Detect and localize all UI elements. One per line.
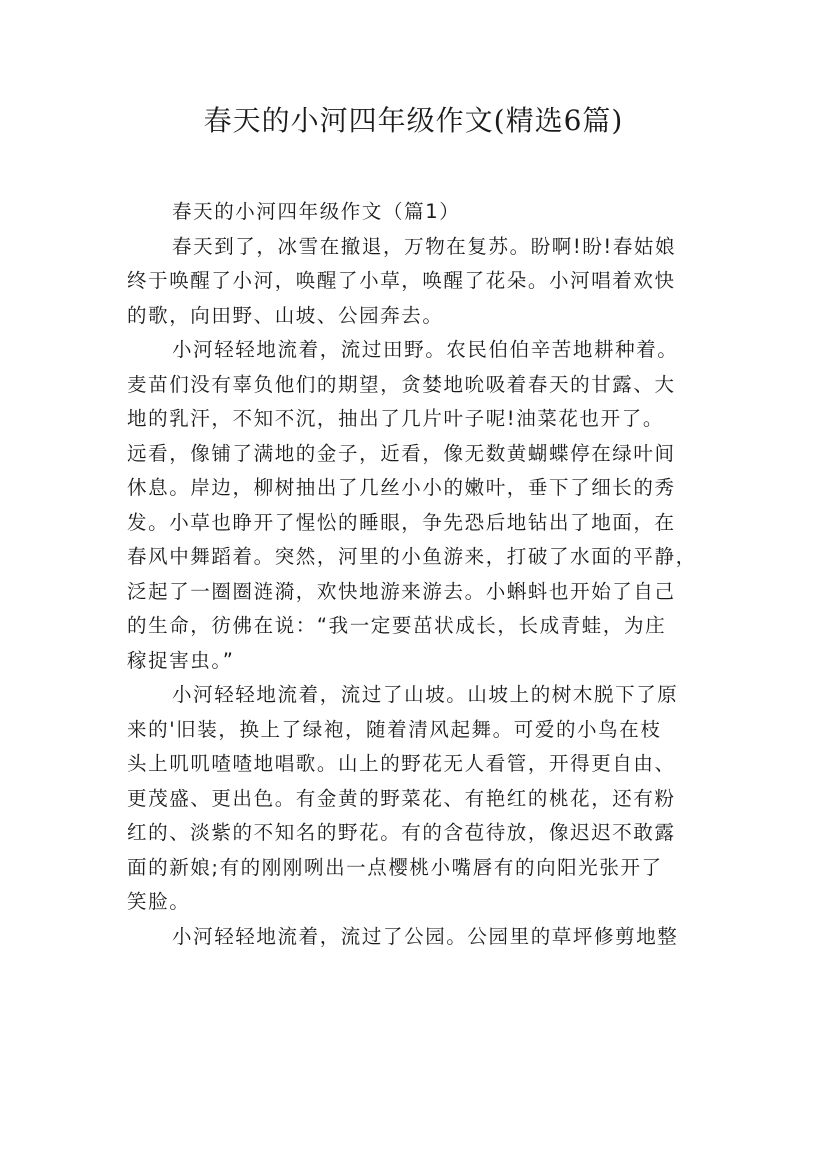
- text-line: 稼捉害虫。”: [127, 648, 235, 672]
- text-line: 春天到了，冰雪在撤退，万物在复苏。盼啊!盼!春姑娘: [172, 234, 677, 258]
- text-line: 小河轻轻地流着，流过了公园。公园里的草坪修剪地整: [172, 924, 679, 948]
- text-line: 春风中舞蹈着。突然，河里的小鱼游来，打破了水面的平静，: [127, 545, 697, 568]
- text-line: 面的新娘;有的刚刚咧出一点樱桃小嘴唇有的向阳光张开了: [127, 855, 663, 879]
- text-line: 头上叽叽喳喳地唱歌。山上的野花无人看管，开得更自由、: [127, 752, 676, 775]
- text-line: 红的、淡紫的不知名的野花。有的含苞待放，像迟迟不敢露: [127, 821, 676, 844]
- text-line: 发。小草也睁开了惺忪的睡眼，争先恐后地钻出了地面，在: [127, 510, 676, 534]
- document-title: 春天的小河四年级作文(精选6篇): [203, 104, 624, 137]
- document-body: [127, 195, 727, 954]
- text-line: 来的'旧装，换上了绿袍，随着清风起舞。可爱的小鸟在枝: [127, 717, 662, 741]
- text-line: 远看，像铺了满地的金子，近看，像无数黄蝴蝶停在绿叶间: [127, 441, 676, 465]
- text-line: 笑脸。: [127, 890, 191, 913]
- text-line: 休息。岸边，柳树抽出了几丝小小的嫩叶，垂下了细长的秀: [127, 476, 676, 499]
- text-line: 更茂盛、更出色。有金黄的野菜花、有艳红的桃花，还有粉: [127, 786, 676, 810]
- text-line: 麦苗们没有辜负他们的期望，贪婪地吮吸着春天的甘露、大: [127, 372, 676, 396]
- text-line: 终于唤醒了小河，唤醒了小草，唤醒了花朵。小河唱着欢快: [127, 269, 676, 292]
- text-line: 小河轻轻地流着，流过了山坡。山坡上的树木脱下了原: [172, 683, 679, 706]
- text-line: 地的乳汗，不知不沉，抽出了几片叶子呢!油菜花也开了。: [127, 407, 664, 430]
- text-line: 泛起了一圈圈涟漪，欢快地游来游去。小蝌蚪也开始了自己: [127, 579, 676, 603]
- text-line: 的歌，向田野、山坡、公园奔去。: [127, 303, 444, 327]
- section-heading: 春天的小河四年级作文（篇1）: [172, 200, 461, 223]
- text-line: 小河轻轻地流着，流过田野。农民伯伯辛苦地耕种着。: [172, 338, 679, 361]
- text-line: 的生命，彷佛在说：“我一定要茁状成长，长成青蛙，为庄: [127, 614, 667, 637]
